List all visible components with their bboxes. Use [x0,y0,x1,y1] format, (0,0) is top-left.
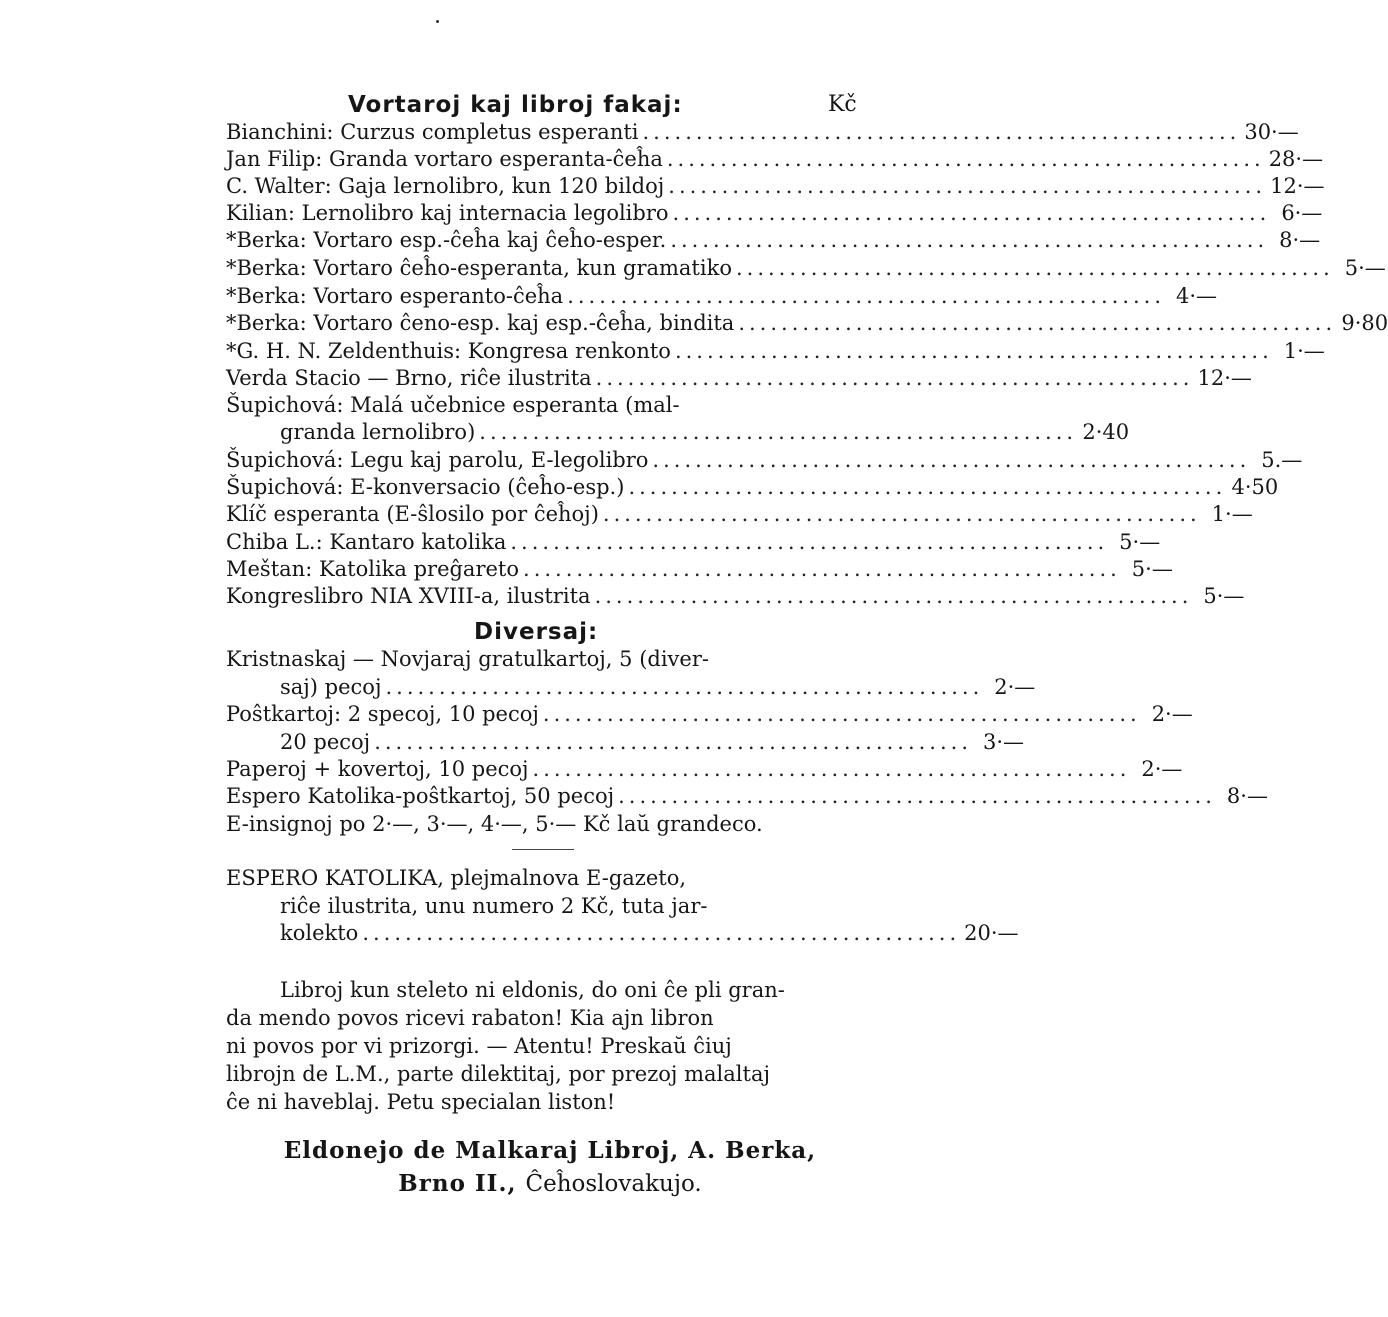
item-price: 8·— [1226,784,1268,808]
item-title: Chiba L.: Kantaro katolika [226,530,507,554]
list-item [226,256,1386,281]
item-price: 5·— [1344,256,1386,280]
list-item [226,530,1161,555]
item-title: Verda Stacio — Brno, riĉe ilustrita [226,366,592,390]
publisher-line-2 [226,1170,874,1197]
leader-dots: ........................................................ [666,147,1265,171]
item-price: 5·— [1119,530,1161,554]
item-price: 5·— [1131,557,1173,581]
leader-dots: ........................................................ [567,284,1166,308]
item-title: Poŝtkartoj: 2 specoj, 10 pecoj [226,702,539,726]
leader-dots: ........................................................ [652,448,1251,472]
list-item [226,339,1325,364]
list-item-first-line: Kristnaskaj — Novjaraj gratulkartoj, 5 (diver- [226,647,709,671]
item-title: kolekto [280,921,359,945]
item-price: 28·— [1268,147,1324,171]
notice-paragraph [226,976,874,1116]
list-item [226,784,1268,809]
item-title: *Berka: Vortaro ĉeno-esp. kaj esp.-ĉeĥa, bindita [226,311,735,335]
item-title: C. Walter: Gaja lernolibro, kun 120 bildoj [226,174,665,198]
item-title: saj) pecoj [280,675,382,699]
item-title: Espero Katolika-poŝtkartoj, 50 pecoj [226,784,615,808]
list-item [226,448,1303,473]
espero-line-1: ESPERO KATOLIKA, plejmalnova E-gazeto, [226,866,687,890]
leader-dots: ........................................................ [674,339,1273,363]
list-item [226,730,1025,755]
item-price: 2·40 [1082,420,1130,444]
item-price: 2·— [1151,702,1193,726]
item-price: 5·— [1203,584,1245,608]
leader-dots: ........................................................ [362,921,961,945]
item-price: 4·50 [1231,475,1279,499]
item-price: 12·— [1270,174,1325,198]
list-item [226,475,1279,500]
list-item [226,757,1183,782]
item-price: 30·— [1244,120,1299,144]
print-speck [436,20,439,23]
item-title: *Berka: Vortaro ĉeĥo-esperanta, kun gramatiko [226,256,732,280]
item-price: 3·— [982,730,1025,754]
item-title: Paperoj + kovertoj, 10 pecoj [226,757,529,781]
leader-dots: ........................................................ [479,420,1078,444]
leader-dots: ........................................................ [523,557,1121,581]
leader-dots: ........................................................ [628,475,1227,499]
heading-libroj: Vortaroj kaj libroj fakaj: [348,92,683,118]
item-price: 9·80 [1341,311,1388,335]
leader-dots: ........................................................ [738,311,1337,335]
item-title: Jan Filip: Granda vortaro esperanta-ĉeĥa [226,147,663,171]
list-item-first-line: Šupichová: Malá učebnice esperanta (mal- [226,393,680,417]
notice-line: da mendo povos ricevi rabaton! Kia ajn libron [226,1006,714,1030]
espero-line-2: riĉe ilustrita, unu numero 2 Kč, tuta jar- [280,894,708,918]
item-title: 20 pecoj [280,730,371,754]
list-item [226,284,1218,309]
list-item [226,557,1173,582]
leader-dots: ........................................................ [642,120,1241,144]
leader-dots: ........................................................ [735,256,1334,280]
item-price: 1·— [1283,339,1325,363]
item-price: 5.— [1261,448,1303,472]
leader-dots: ........................................................ [542,702,1141,726]
notice-line: ĉe ni haveblaj. Petu specialan liston! [226,1090,616,1114]
leader-dots: ........................................................ [595,366,1194,390]
item-price: 1·— [1211,502,1253,526]
leader-dots: ........................................................ [374,730,973,754]
item-title: Meštan: Katolika preĝareto [226,557,520,581]
leader-dots: ........................................................ [618,784,1216,808]
list-item [226,201,1323,226]
item-title: *Berka: Vortaro esp.-ĉeĥa kaj ĉeĥo-esper. [226,228,667,252]
item-price: 2·— [994,675,1036,699]
leader-dots: ........................................................ [510,530,1109,554]
divider [512,849,574,850]
item-title: Bianchini: Curzus completus esperanti [226,120,639,144]
insignoj-line: E-insignoj po 2·—, 3·—, 4·—, 5·— Kč laŭ grandeco. [226,812,763,836]
notice-line: Libroj kun steleto ni eldonis, do oni ĉe pli gran- [280,978,785,1002]
list-item [226,702,1193,727]
list-item [226,921,1019,946]
publisher-line-1: Eldonejo de Malkaraj Libroj, A. Berka, [283,1137,817,1164]
item-title: *Berka: Vortaro esperanto-ĉeĥa [226,284,564,308]
item-title: Kilian: Lernolibro kaj internacia legolibro [226,201,669,225]
leader-dots: ........................................................ [602,502,1201,526]
list-item [226,147,1324,172]
notice-line: ni povos por vi prizorgi. — Atentu! Preskaŭ ĉiuj [226,1034,732,1058]
item-title: Šupichová: Legu kaj parolu, E-legolibro [226,448,649,472]
notice-line: librojn de L.M., parte dilektitaj, por prezoj malaltaj [226,1062,770,1086]
heading-diversaj: Diversaj: [474,619,599,645]
item-price: 8·— [1279,228,1321,252]
list-item [226,311,1388,336]
leader-dots: ........................................................ [672,201,1271,225]
publisher-country: Ĉeĥoslovakujo. [525,1171,702,1197]
leader-dots: ........................................................ [668,174,1267,198]
item-price: 4·— [1175,284,1218,308]
list-item [226,420,1130,445]
list-item [226,174,1325,199]
item-title: Kongreslibro NIA XVIII-a, ilustrita [226,584,591,608]
list-item [226,228,1321,253]
item-title: granda lernolibro) [280,420,476,444]
leader-dots: ........................................................ [532,757,1131,781]
list-item [226,675,1036,700]
publisher-city: Brno II., [398,1170,517,1197]
leader-dots: ........................................................ [670,228,1269,252]
item-price: 12·— [1197,366,1252,390]
list-item [226,502,1253,527]
item-title: Klíč esperanta (E-ŝlosilo por ĉeĥoj) [226,502,599,526]
list-item [226,120,1299,145]
leader-dots: ........................................................ [385,675,984,699]
currency-label: Kč [828,92,857,117]
leader-dots: ........................................................ [594,584,1193,608]
item-price: 20·— [964,921,1019,945]
item-price: 6·— [1281,201,1323,225]
list-item [226,366,1252,391]
item-price: 2·— [1141,757,1183,781]
item-title: *G. H. N. Zeldenthuis: Kongresa renkonto [226,339,671,363]
item-title: Šupichová: E-konversacio (ĉeĥo-esp.) [226,475,625,499]
list-item [226,584,1245,609]
